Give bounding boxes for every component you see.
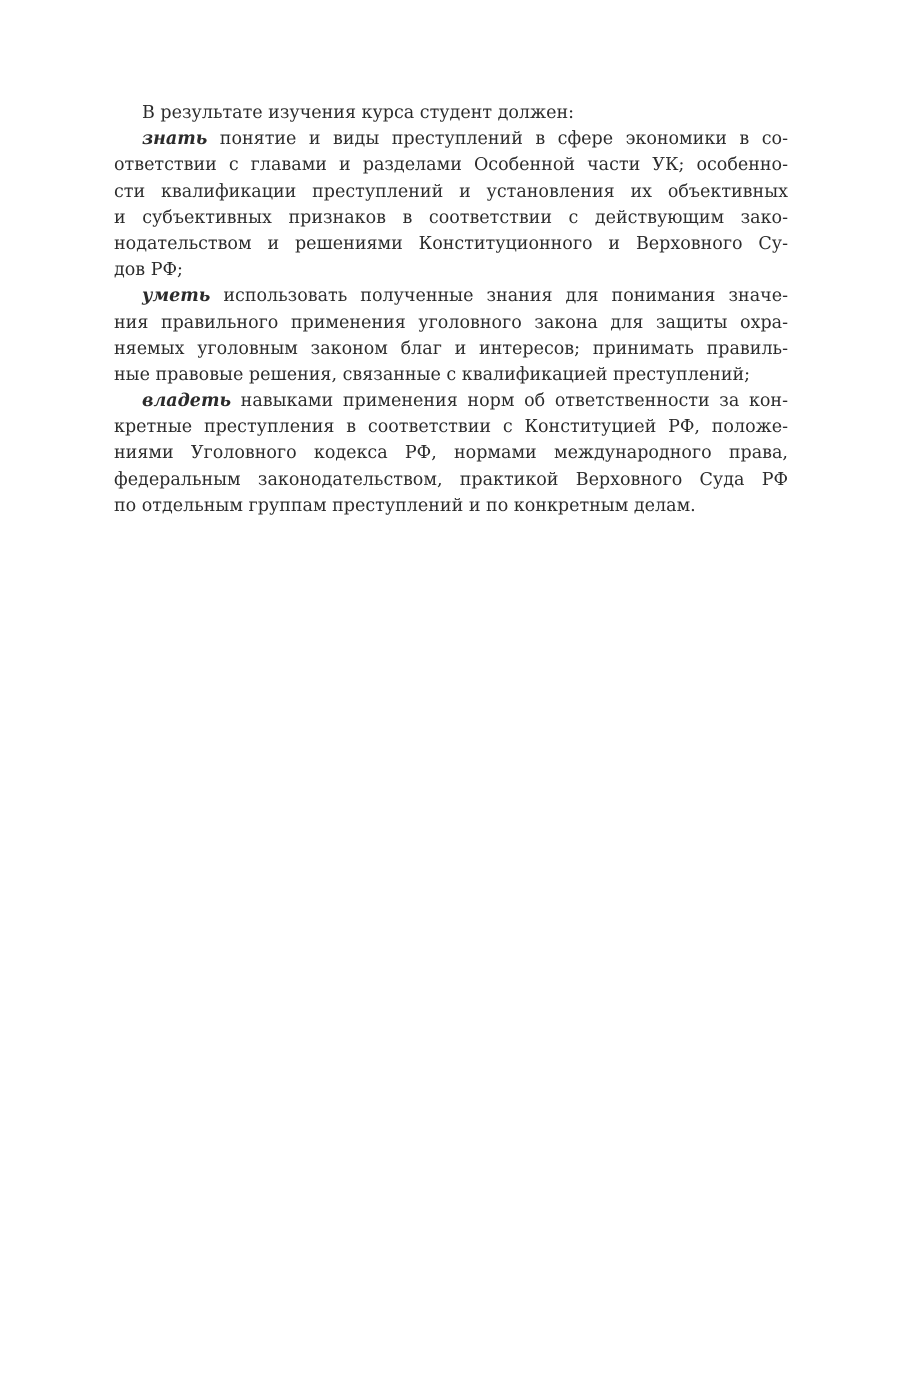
know-keyword: знать [142, 129, 208, 150]
own-keyword: владеть [142, 391, 232, 412]
own-line-4: федеральным законодательством, практикой Верховного Суда РФ [114, 469, 788, 490]
know-paragraph [114, 126, 788, 283]
can-text-1: использовать полученные знания для понимания значе- [210, 286, 788, 307]
own-line-3: ниями Уголовного кодекса РФ, нормами международного права, [114, 443, 788, 464]
intro-line: В результате изучения курса студент должен: [142, 103, 575, 123]
know-line-2: ответствии с главами и разделами Особенной части УК; особенно- [114, 155, 788, 176]
can-line-4: ные правовые решения, связанные с квалификацией преступлений; [114, 364, 751, 385]
own-text-1: навыками применения норм об ответственности за кон- [231, 391, 788, 412]
can-line-1 [114, 283, 788, 309]
document-body [114, 100, 788, 519]
know-line-6: дов РФ; [114, 260, 183, 281]
can-paragraph [114, 283, 788, 388]
can-line-2: ния правильного применения уголовного закона для защиты охра- [114, 312, 788, 333]
can-keyword: уметь [142, 286, 211, 307]
know-line-4: и субъективных признаков в соответствии с действующим зако- [114, 207, 788, 228]
own-paragraph [114, 388, 788, 519]
know-text-1: понятие и виды преступлений в сфере экономики в со- [207, 129, 788, 150]
know-line-5: нодательством и решениями Конституционного и Верховного Су- [114, 233, 788, 254]
know-line-3: сти квалификации преступлений и установления их объективных [114, 181, 788, 202]
own-line-1 [114, 388, 788, 414]
own-line-2: кретные преступления в соответствии с Конституцией РФ, положе- [114, 417, 788, 438]
own-line-5: по отдельным группам преступлений и по конкретным делам. [114, 495, 696, 516]
know-line-1 [114, 126, 788, 152]
can-line-3: няемых уголовным законом благ и интересов; принимать правиль- [114, 338, 788, 359]
